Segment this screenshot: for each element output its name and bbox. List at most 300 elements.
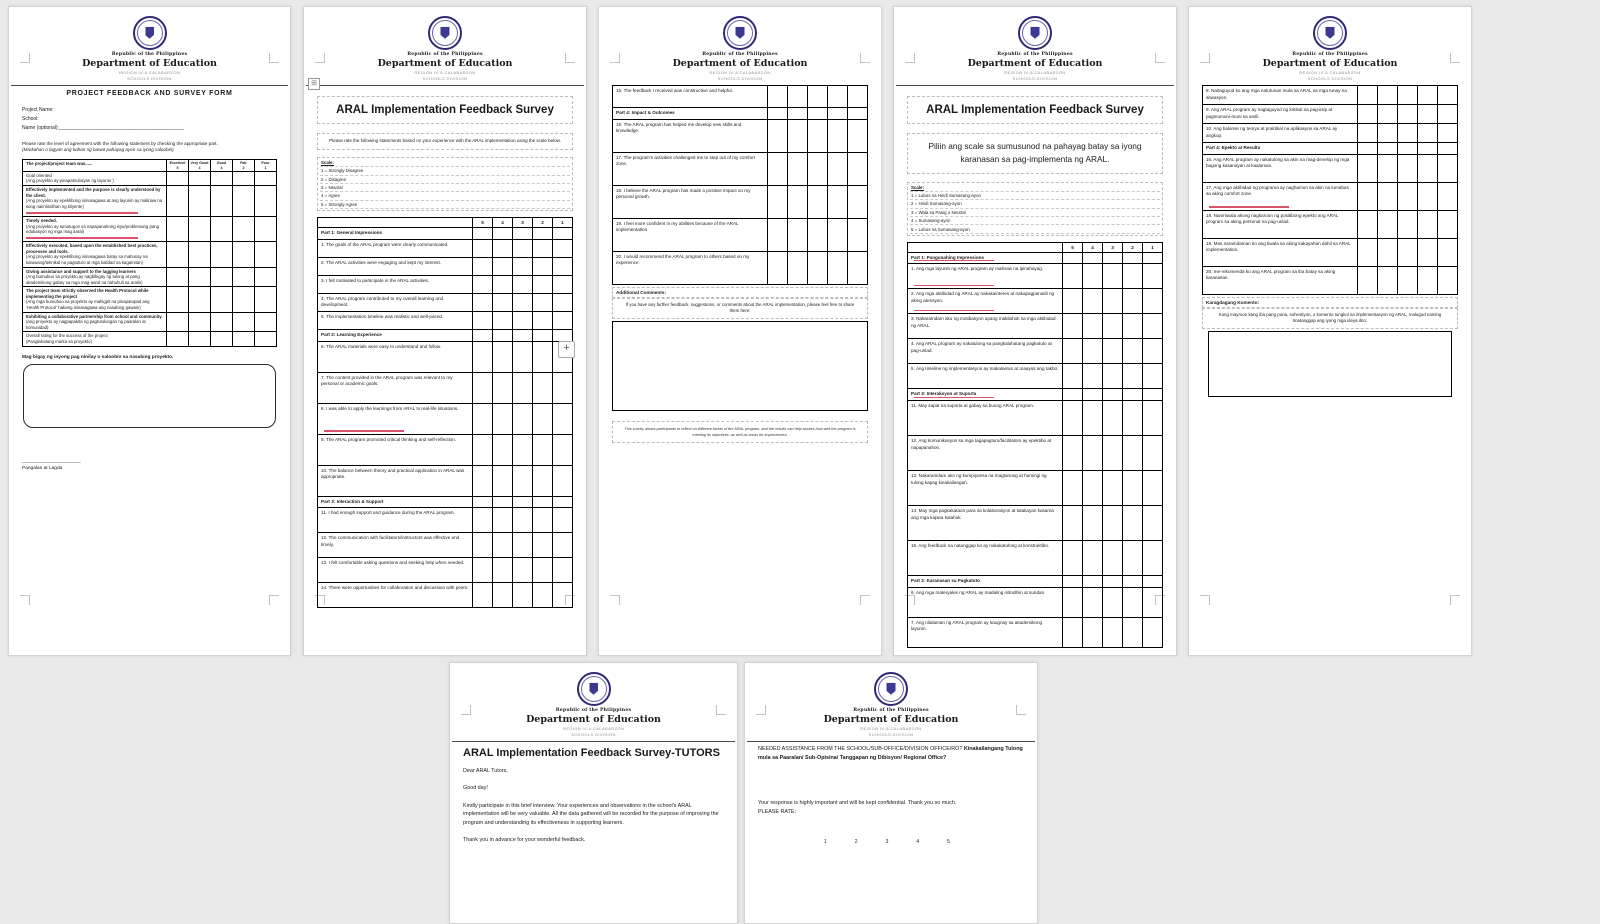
rating-cell[interactable] [828,120,848,152]
rating-cell[interactable] [1063,264,1083,288]
rating-cell[interactable] [768,219,788,251]
rating-cell[interactable] [1398,124,1418,142]
survey-title: ARAL Implementation Feedback Survey [907,96,1163,124]
list-line: 3 = Wala sa Panig o Neutral [910,209,1160,217]
rating-cell[interactable] [513,330,533,341]
rating-cell[interactable] [493,583,513,607]
region-line: REGION IV-A CALABARZON [1004,70,1066,75]
rating-cell[interactable] [211,186,233,216]
rating-cell[interactable] [1063,471,1083,505]
rating-cell[interactable] [1398,105,1418,123]
rating-cell[interactable] [533,435,553,465]
rating-cell[interactable] [1123,339,1143,363]
rating-cell[interactable] [1143,401,1162,435]
rating-cell[interactable] [513,240,533,257]
rating-cell[interactable] [513,312,533,329]
rating-cell[interactable] [189,217,211,241]
rating-cell[interactable] [233,287,255,311]
rating-cell[interactable] [1123,436,1143,470]
rating-cell[interactable] [1418,239,1438,266]
rating-cell[interactable] [788,153,808,185]
rating-cell[interactable] [553,404,572,434]
rating-cell[interactable] [473,294,493,311]
rating-cell[interactable] [1063,253,1083,264]
rating-cell[interactable] [533,497,553,508]
rating-cell[interactable] [473,497,493,508]
rating-cell[interactable] [473,276,493,293]
rating-cell[interactable] [167,332,189,345]
header-rule [306,85,584,86]
rating-cell[interactable] [533,508,553,532]
rating-cell[interactable] [808,108,828,119]
rating-cell[interactable] [1143,264,1162,288]
rating-cell[interactable] [1143,253,1162,264]
rating-cell[interactable] [1143,506,1162,540]
rating-cell[interactable] [513,294,533,311]
rating-cell[interactable] [513,435,533,465]
rating-cell[interactable] [1083,588,1103,617]
blank-space [758,763,1024,799]
rating-cell[interactable] [533,533,553,557]
rating-cell[interactable] [1438,105,1457,123]
rating-cell[interactable] [1063,541,1083,575]
rating-cell[interactable] [1063,588,1083,617]
rating-cell[interactable] [553,228,572,239]
rating-cell[interactable] [1398,239,1418,266]
rating-cell[interactable] [493,466,513,496]
rating-cell[interactable] [553,276,572,293]
rating-cell[interactable] [768,153,788,185]
rating-cell[interactable] [1063,364,1083,388]
rating-cell[interactable] [1143,541,1162,575]
rating-cell[interactable] [1358,239,1378,266]
table-handle-icon[interactable]: ⊞ [308,78,320,90]
rating-cell[interactable] [808,120,828,152]
rating-cell[interactable] [1063,506,1083,540]
rating-cell[interactable] [1123,389,1143,400]
comments-box[interactable] [612,321,868,411]
rating-cell[interactable] [1418,155,1438,182]
rating-cell[interactable] [513,404,533,434]
rating-cell[interactable] [533,404,553,434]
rating-cell[interactable] [473,312,493,329]
rating-cell[interactable] [473,240,493,257]
rating-cell[interactable] [255,332,276,345]
rating-cell[interactable] [848,252,867,284]
rating-cell[interactable] [1398,211,1418,238]
rating-cell[interactable] [788,108,808,119]
rating-cell[interactable] [513,533,533,557]
rating-cell[interactable] [1143,364,1162,388]
rating-cell[interactable] [1418,105,1438,123]
rating-cell[interactable] [1083,364,1103,388]
rating-cell[interactable] [808,86,828,107]
rating-cell[interactable] [473,533,493,557]
rating-cell[interactable] [473,373,493,403]
rating-cell[interactable] [1083,314,1103,338]
rating-cell[interactable] [1438,239,1457,266]
section-header-row: Part 2: Learning Experience [318,330,572,342]
rating-cell[interactable] [1083,436,1103,470]
rating-cell[interactable] [1083,289,1103,313]
survey-item-row: 2. The ARAL activities were engaging and kept my interest. [318,258,572,276]
rating-cell[interactable] [768,86,788,107]
rating-cell[interactable] [553,497,572,508]
rating-cell[interactable] [1083,618,1103,647]
rating-cell[interactable] [189,268,211,287]
rating-cell[interactable] [808,219,828,251]
rating-cell[interactable] [1378,105,1398,123]
rating-cell[interactable] [1083,471,1103,505]
text-boundary-mark [565,53,575,63]
rating-cell[interactable] [1438,155,1457,182]
rating-cell[interactable] [1103,314,1123,338]
rating-cell[interactable] [513,276,533,293]
rating-cell[interactable] [788,252,808,284]
rating-cell[interactable] [1438,267,1457,294]
rating-cell[interactable] [1438,143,1457,154]
rating-cell[interactable] [1083,401,1103,435]
rating-cell[interactable] [1123,576,1143,587]
rating-cell[interactable] [1123,506,1143,540]
reflection-box[interactable] [23,364,276,428]
rating-cell[interactable] [167,313,189,332]
rating-cell[interactable] [233,172,255,185]
rating-cell[interactable] [1438,124,1457,142]
rating-cell[interactable] [1063,339,1083,363]
rating-cell[interactable] [533,583,553,607]
rating-cell[interactable] [1378,86,1398,104]
rating-cell[interactable] [1063,401,1083,435]
rating-cell[interactable] [553,330,572,341]
rating-cell[interactable] [233,268,255,287]
rating-cell[interactable] [533,466,553,496]
rating-cell[interactable] [768,120,788,152]
survey-item-row: 17. Ang mga aktibidad ng programa ay naghamon sa akin na lumabas sa aking comfort zone. [1203,183,1457,211]
rating-cell[interactable] [255,217,276,241]
rating-cell[interactable] [189,332,211,345]
rating-cell[interactable] [255,268,276,287]
rating-cell[interactable] [513,508,533,532]
rating-cell[interactable] [1398,183,1418,210]
rating-cell[interactable] [473,508,493,532]
rating-cell[interactable] [473,404,493,434]
rating-cell[interactable] [1123,618,1143,647]
rating-cell[interactable] [1143,588,1162,617]
rating-cell[interactable] [828,108,848,119]
rating-cell[interactable] [1378,211,1398,238]
rating-cell[interactable] [1418,267,1438,294]
deped-seal-icon [1313,16,1347,50]
rating-cell[interactable] [1438,211,1457,238]
rating-cell[interactable] [848,108,867,119]
rating-cell[interactable] [848,186,867,218]
rating-cell[interactable] [1143,389,1162,400]
rating-cell[interactable] [233,217,255,241]
rating-cell[interactable] [1398,155,1418,182]
rating-cell[interactable] [211,172,233,185]
rating-cell[interactable] [513,583,533,607]
rating-cell[interactable] [553,558,572,582]
rating-cell[interactable] [473,558,493,582]
rating-cell[interactable] [473,228,493,239]
rating-cell[interactable] [1103,339,1123,363]
survey-item-row: 10. The balance between theory and practical application in ARAL was appropriate. [318,466,572,497]
rating-cell[interactable] [167,242,189,266]
rating-cell[interactable] [553,294,572,311]
rating-cell[interactable] [1398,143,1418,154]
rating-cell[interactable] [493,342,513,372]
rating-cell[interactable] [1358,211,1378,238]
rating-cell[interactable] [513,228,533,239]
rating-cell[interactable] [768,252,788,284]
rating-cell[interactable] [1063,389,1083,400]
rating-cell[interactable] [1083,541,1103,575]
rating-cell[interactable] [1418,124,1438,142]
rating-cell[interactable] [828,252,848,284]
rating-cell[interactable] [553,312,572,329]
rating-cell[interactable] [1103,401,1123,435]
rating-cell[interactable] [493,558,513,582]
rating-cell[interactable] [533,312,553,329]
rating-cell[interactable] [1398,86,1418,104]
rating-cell[interactable] [513,258,533,275]
rating-cell[interactable] [1083,506,1103,540]
rating-cell[interactable] [513,342,533,372]
rating-cell[interactable] [1103,436,1123,470]
rating-cell[interactable] [1103,389,1123,400]
rating-cell[interactable] [1143,314,1162,338]
rating-cell[interactable] [211,287,233,311]
rating-cell[interactable] [493,497,513,508]
rating-cell[interactable] [533,558,553,582]
rating-cell[interactable] [211,242,233,266]
rating-cell[interactable] [828,86,848,107]
rating-cell[interactable] [1378,239,1398,266]
rating-cell[interactable] [1358,155,1378,182]
rating-cell[interactable] [167,268,189,287]
rating-cell[interactable] [1378,124,1398,142]
rating-cell[interactable] [768,108,788,119]
rating-cell[interactable] [1103,364,1123,388]
rating-cell[interactable] [1438,183,1457,210]
rating-cell[interactable] [553,508,572,532]
rating-cell[interactable] [493,228,513,239]
rating-cell[interactable] [1103,253,1123,264]
rating-cell[interactable] [1358,267,1378,294]
rating-cell[interactable] [1398,267,1418,294]
rating-cell[interactable] [189,242,211,266]
rating-cell[interactable] [1378,183,1398,210]
rating-cell[interactable] [1378,267,1398,294]
rating-cell[interactable] [1438,86,1457,104]
rating-cell[interactable] [493,240,513,257]
rating-cell[interactable] [233,186,255,216]
rating-cell[interactable] [788,219,808,251]
rating-cell[interactable] [1143,618,1162,647]
rating-cell[interactable] [1418,143,1438,154]
rating-cell[interactable] [1103,506,1123,540]
rating-cell[interactable] [553,466,572,496]
rating-cell[interactable] [1418,211,1438,238]
rating-cell[interactable] [768,186,788,218]
rating-cell[interactable] [1063,314,1083,338]
rating-cell[interactable] [1358,124,1378,142]
rating-cell[interactable] [1083,576,1103,587]
rating-cell[interactable] [493,258,513,275]
rating-cell[interactable] [513,497,533,508]
rating-cell[interactable] [167,217,189,241]
rating-cell[interactable] [553,258,572,275]
rating-cell[interactable] [473,258,493,275]
rating-cell[interactable] [493,312,513,329]
rating-cell[interactable] [255,287,276,311]
rating-cell[interactable] [255,186,276,216]
text-boundary-mark [905,53,915,63]
rating-cell[interactable] [189,313,211,332]
rating-cell[interactable] [1063,618,1083,647]
rating-cell[interactable] [513,558,533,582]
rating-cell[interactable] [533,240,553,257]
comments-label: Karagdagang Komento: [1202,297,1458,308]
rating-cell[interactable] [1103,576,1123,587]
rating-cell[interactable] [808,153,828,185]
rating-cell[interactable] [1083,389,1103,400]
rating-cell[interactable] [167,287,189,311]
rating-cell[interactable] [1083,253,1103,264]
rating-cell[interactable] [513,466,533,496]
rating-cell[interactable] [1103,289,1123,313]
rating-cell[interactable] [1123,253,1143,264]
rating-cell[interactable] [1123,289,1143,313]
rating-cell[interactable] [233,242,255,266]
rating-cell[interactable] [1123,314,1143,338]
rating-cell[interactable] [1123,364,1143,388]
rating-cell[interactable] [788,186,808,218]
rating-cell[interactable] [848,153,867,185]
comments-box[interactable] [1208,331,1452,397]
rating-cell[interactable] [1143,436,1162,470]
rating-cell[interactable] [473,342,493,372]
rating-cell[interactable] [167,172,189,185]
rating-cell[interactable] [1123,471,1143,505]
rating-cell[interactable] [848,219,867,251]
rating-cell[interactable] [533,258,553,275]
rating-cell[interactable] [493,435,513,465]
insert-button[interactable]: + [558,341,575,358]
rating-cell[interactable] [255,242,276,266]
rating-cell[interactable] [1143,289,1162,313]
rating-cell[interactable] [1358,183,1378,210]
rating-cell[interactable] [493,508,513,532]
rating-cell[interactable] [493,294,513,311]
rating-cell[interactable] [1143,339,1162,363]
rating-cell[interactable] [473,466,493,496]
rating-cell[interactable] [211,313,233,332]
rating-cell[interactable] [233,332,255,345]
rating-cell[interactable] [848,86,867,107]
rating-cell[interactable] [808,252,828,284]
rating-cell[interactable] [553,533,572,557]
rating-cell[interactable] [1143,471,1162,505]
rating-cell[interactable] [1063,576,1083,587]
rating-cell[interactable] [1063,436,1083,470]
rating-cell[interactable] [255,172,276,185]
rating-cell[interactable] [848,120,867,152]
rating-cell[interactable] [808,186,828,218]
rating-cell[interactable] [533,276,553,293]
rating-cell[interactable] [1143,576,1162,587]
rating-cell[interactable] [189,287,211,311]
rating-cell[interactable] [828,186,848,218]
rating-cell[interactable] [1103,541,1123,575]
rating-cell[interactable] [513,373,533,403]
rating-cell[interactable] [533,373,553,403]
rating-cell[interactable] [1083,339,1103,363]
rating-cell[interactable] [1123,264,1143,288]
rating-cell[interactable] [211,268,233,287]
rating-cell[interactable] [189,172,211,185]
rating-cell[interactable] [788,86,808,107]
rating-cell[interactable] [828,153,848,185]
rating-cell[interactable] [1418,183,1438,210]
rating-cell[interactable] [211,217,233,241]
rating-cell[interactable] [1358,105,1378,123]
rating-cell[interactable] [1063,289,1083,313]
rating-cell[interactable] [1358,86,1378,104]
rating-cell[interactable] [255,313,276,332]
rating-cell[interactable] [493,373,513,403]
rating-cell[interactable] [553,240,572,257]
rating-cell[interactable] [493,330,513,341]
rating-cell[interactable] [1103,588,1123,617]
rating-cell[interactable] [1123,588,1143,617]
rating-cell[interactable] [493,404,513,434]
rating-cell[interactable] [1358,143,1378,154]
rating-cell[interactable] [1103,264,1123,288]
list-line: Scale: [320,159,570,167]
rating-cell[interactable] [1123,401,1143,435]
rating-cell[interactable] [167,186,189,216]
rating-cell[interactable] [473,435,493,465]
rating-cell[interactable] [553,435,572,465]
rating-cell[interactable] [493,276,513,293]
rating-cell[interactable] [1378,155,1398,182]
rating-cell[interactable] [473,330,493,341]
rating-cell[interactable] [533,294,553,311]
rating-cell[interactable] [1123,541,1143,575]
rating-cell[interactable] [533,330,553,341]
region-line: REGION IV-A CALABARZON [118,70,181,75]
rating-cell[interactable] [493,533,513,557]
rating-cell[interactable] [1378,143,1398,154]
rating-cell[interactable] [1103,471,1123,505]
rating-cell[interactable] [533,228,553,239]
rating-cell[interactable] [553,373,572,403]
rating-cell[interactable] [828,219,848,251]
rating-cell[interactable] [788,120,808,152]
deped-seal-icon [1018,16,1052,50]
rating-cell[interactable] [189,186,211,216]
rating-cell[interactable] [1418,86,1438,104]
rating-cell[interactable] [233,313,255,332]
rating-cell[interactable] [211,332,233,345]
rating-cell[interactable] [1083,264,1103,288]
rating-cell[interactable] [473,583,493,607]
rating-cell[interactable] [533,342,553,372]
rating-cell[interactable] [1103,618,1123,647]
rating-cell[interactable] [553,583,572,607]
